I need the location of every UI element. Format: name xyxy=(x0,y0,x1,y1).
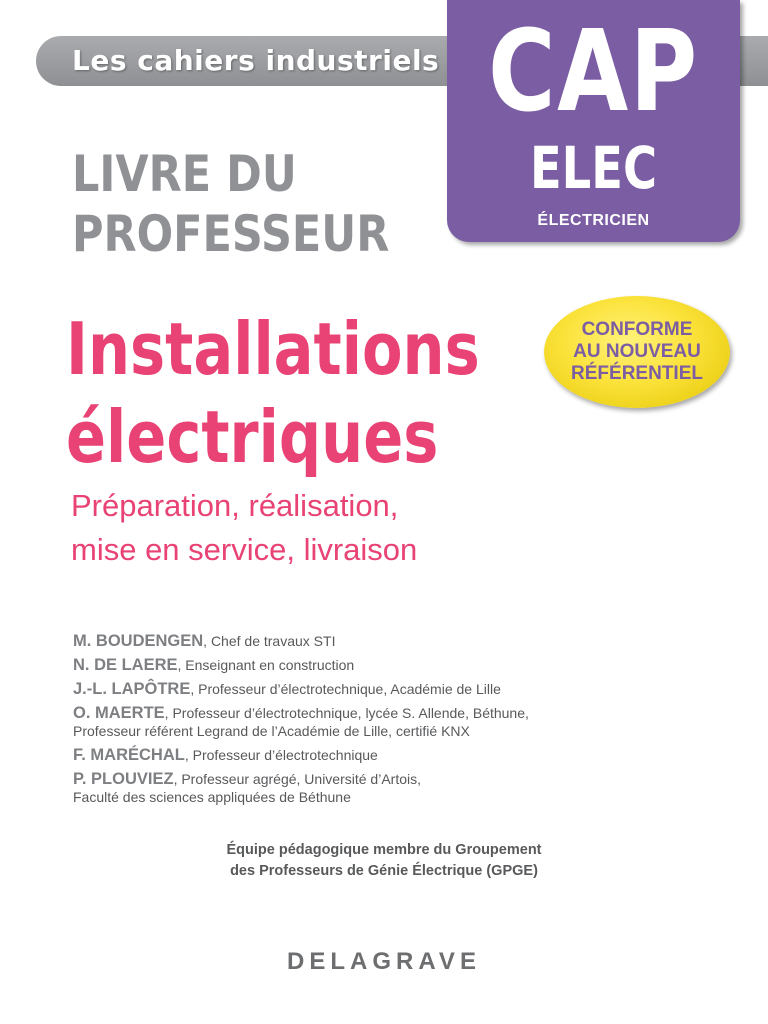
author-entry xyxy=(73,746,753,764)
book-title xyxy=(66,305,480,481)
badge-line2: AU NOUVEAU xyxy=(573,341,701,362)
book-type-line2: PROFESSEUR xyxy=(72,205,390,263)
cap-program: ELEC xyxy=(529,134,657,202)
subtitle-line1: Préparation, réalisation, xyxy=(71,488,399,523)
author-entry xyxy=(73,770,753,806)
title-line1: Installations xyxy=(66,307,480,391)
author-entry xyxy=(73,632,753,650)
author-role: , Professeur agrégé, Université d’Artois, xyxy=(173,771,422,787)
publisher-logo: DELAGRAVE xyxy=(287,948,481,975)
badge-line1: CONFORME xyxy=(581,319,693,340)
cap-program-full: ÉLECTRICIEN xyxy=(537,212,650,229)
author-name: F. MARÉCHAL xyxy=(73,746,185,764)
subtitle-line2: mise en service, livraison xyxy=(71,532,418,567)
book-type xyxy=(72,144,389,264)
author-role: , Professeur d’électrotechnique xyxy=(184,747,378,763)
author-name: M. BOUDENGEN xyxy=(73,632,204,650)
author-entry xyxy=(73,704,753,740)
team-line2: des Professeurs de Génie Électrique (GPGE) xyxy=(230,863,538,879)
author-name: O. MAERTE xyxy=(73,704,165,722)
author-list xyxy=(73,632,753,812)
author-role-continued: Faculté des sciences appliquées de Béthune xyxy=(73,789,351,805)
cap-label-box xyxy=(447,0,740,242)
book-subtitle xyxy=(71,484,417,572)
author-entry xyxy=(73,656,753,674)
author-role: , Professeur d’électrotechnique, lycée S. Allende, Béthune, xyxy=(164,705,529,721)
author-name: J.-L. LAPÔTRE xyxy=(73,680,191,698)
author-role: , Enseignant en construction xyxy=(177,657,355,673)
author-role: , Professeur d’électrotechnique, Académie de Lille xyxy=(190,681,501,697)
conformity-badge xyxy=(544,296,730,408)
cap-level: CAP xyxy=(488,7,699,137)
author-name: N. DE LAERE xyxy=(73,656,178,674)
title-line2: électriques xyxy=(66,395,439,479)
author-role-continued: Professeur référent Legrand de l’Académie de Lille, certifié KNX xyxy=(73,723,470,739)
team-note xyxy=(0,840,768,882)
team-line1: Équipe pédagogique membre du Groupement xyxy=(226,842,542,858)
book-type-line1: LIVRE DU xyxy=(72,145,297,203)
series-title: Les cahiers industriels xyxy=(72,44,440,77)
author-name: P. PLOUVIEZ xyxy=(73,770,174,788)
author-role: , Chef de travaux STI xyxy=(203,633,336,649)
badge-line3: RÉFÉRENTIEL xyxy=(571,363,703,384)
author-entry xyxy=(73,680,753,698)
